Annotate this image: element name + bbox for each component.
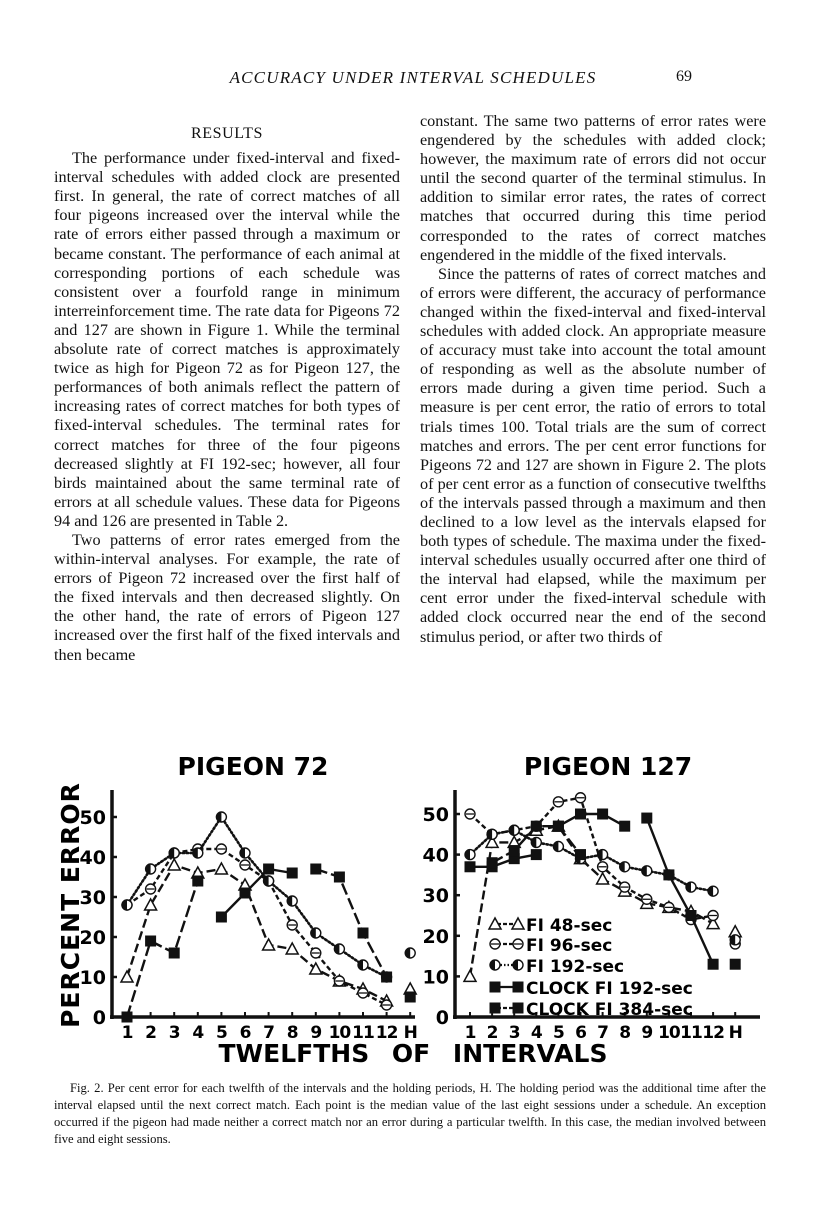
x-tick-label: 5 [552, 1023, 564, 1043]
square-marker [686, 910, 697, 921]
chart-pigeon-72 [80, 752, 417, 1043]
figure-caption [54, 1080, 766, 1148]
square-marker [513, 982, 524, 993]
paragraph: Two patterns of error rates emerged from the within-interval analyses. For example, the rate of errors of Pigeon 72 increased over the first half of the fixed intervals and then decreased slightly. On the other hand, the rate of errors of Pigeon 127 increased over the first half of the fixed intervals and then became [54, 530, 400, 664]
left-column [54, 100, 400, 665]
x-tick-label: 1 [464, 1023, 476, 1043]
y-tick-label: 20 [422, 925, 449, 948]
square-marker [663, 869, 674, 880]
series-fi-192-sec [122, 812, 415, 982]
legend-label: FI 48-sec [526, 916, 613, 936]
y-tick-label: 50 [79, 807, 106, 829]
page-number: 69 [676, 68, 692, 85]
square-marker [192, 876, 203, 887]
square-marker [575, 809, 586, 820]
section-heading: RESULTS [190, 125, 264, 142]
x-tick-label: 1 [121, 1023, 133, 1043]
running-head [0, 68, 816, 92]
figure-chart [0, 740, 816, 1070]
x-tick-label: 6 [575, 1023, 586, 1043]
x-tick-label: 7 [597, 1023, 609, 1043]
square-marker [513, 1003, 524, 1014]
x-tick-label: 8 [286, 1023, 298, 1043]
x-tick-label: 11 [680, 1023, 702, 1043]
x-tick-label: 10 [328, 1023, 351, 1043]
paragraph: constant. The same two patterns of error rates were engendered by the schedules with added clock; however, the maximum rate of errors did not occur until the second quarter of the terminal stimulus. In addition to similar error rates, the rates of correct matches that occurred during this time period corresponded to the rates of correct matches engendered in the middle of the fixed intervals. [420, 112, 766, 264]
square-marker [487, 857, 498, 868]
triangle-marker [512, 918, 524, 929]
x-tick-label: 11 [352, 1023, 374, 1043]
square-marker [381, 972, 392, 983]
legend-label: FI 96-sec [526, 936, 613, 956]
x-tick-label: 12 [702, 1023, 724, 1043]
square-marker [358, 928, 369, 939]
chart-title: PIGEON 72 [177, 752, 329, 781]
x-tick-label: H [403, 1023, 417, 1043]
y-tick-label: 30 [422, 885, 449, 908]
triangle-marker [145, 899, 157, 910]
y-tick-label: 40 [79, 847, 106, 869]
x-tick-label: 12 [375, 1023, 398, 1043]
paragraph: The performance under fixed-interval and fixed-interval schedules with added clock are presented first. In general, the rate of correct matches of all four pigeons increased over the interval while the rate of errors either passed through a maximum or became constant. The performance of each animal at corresponding portions of each schedule was consistent over a fourfold range in minimum interreinforcement time. The rate data for Pigeons 72 and 127 are shown in Figure 1. While the terminal absolute rate of correct matches is approximately twice as high for Pigeon 72 as for Pigeon 127, the performances of both animals reflect the pattern of increasing rates of correct matches for both types of fixed-interval schedules. The terminal rates for correct matches for three of the four pigeons decreased slightly at FI 192-sec; however, all four birds maintained about the same terminal rate of errors at all schedule values. These data for Pigeons 94 and 126 are presented in Table 2. [54, 149, 400, 530]
y-tick-label: 0 [92, 1007, 106, 1029]
x-tick-label: 8 [619, 1023, 631, 1043]
y-tick-label: 50 [422, 804, 449, 826]
y-tick-label: 10 [422, 966, 449, 989]
square-marker [553, 821, 564, 832]
legend-item [490, 936, 612, 956]
legend-label: CLOCK FI 384-sec [526, 1000, 693, 1020]
x-tick-label: 4 [192, 1023, 204, 1043]
square-marker [531, 821, 542, 832]
square-marker [730, 959, 741, 970]
square-marker [287, 868, 298, 879]
right-column [420, 112, 766, 647]
square-marker [490, 1003, 501, 1014]
square-marker [619, 821, 630, 832]
figure-2 [0, 740, 816, 1070]
x-tick-label: 9 [310, 1023, 322, 1043]
square-marker [641, 813, 652, 824]
square-marker [169, 948, 180, 959]
square-marker [263, 864, 274, 875]
square-marker [240, 888, 251, 899]
legend-item [490, 957, 624, 977]
square-marker [575, 849, 586, 860]
x-tick-label: 5 [215, 1023, 227, 1043]
y-tick-label: 40 [422, 844, 449, 867]
x-tick-label: 7 [263, 1023, 275, 1043]
x-tick-label: 4 [530, 1023, 542, 1043]
y-tick-label: 30 [79, 887, 106, 909]
square-marker [531, 849, 542, 860]
y-tick-label: 10 [79, 967, 106, 989]
legend-item [490, 979, 693, 999]
square-marker [509, 845, 520, 856]
triangle-marker [286, 943, 298, 954]
triangle-marker [121, 971, 133, 982]
caption-text: Fig. 2. Per cent error for each twelfth of the intervals and the holding periods, H. The holding period was the additional time after the interval elapsed until the next correct match. Each point is the median value of the last eight sessions under a schedule. An exception occurred if the pigeon had made neither a correct match nor an error during a particular twelfth. In this case, the median involved between five and eight sessions. [54, 1081, 766, 1146]
x-tick-label: 3 [508, 1023, 520, 1043]
paragraph: Since the patterns of rates of correct matches and of errors were different, the accuracy of performance changed within the fixed-interval and fixed-interval schedules with added clock. An appropriate measure of accuracy must take into account the total amount of responding as well as the absolute number of errors made during a given time period. Such a measure is per cent error, the ratio of errors to total trials times 100. Total trials are the sum of correct matches and errors. The per cent error functions for Pigeons 72 and 127 are shown in Figure 2. The plots of per cent error as a function of consecutive twelfths of the intervals passed through a maximum and then declined to a low level as the intervals elapsed for both types of schedule. The maxima under the fixed-interval schedules usually occurred after one third of the interval had elapsed, while the maximum per cent error under the fixed-interval schedule with added clock occurred near the end of the second stimulus period, or after two thirds of [420, 264, 766, 646]
x-tick-label: 10 [658, 1023, 680, 1043]
square-marker [597, 809, 608, 820]
x-tick-label: 3 [168, 1023, 180, 1043]
x-tick-label: 9 [641, 1023, 653, 1043]
chart-legend [489, 916, 693, 1020]
x-tick-label: 2 [486, 1023, 498, 1043]
x-tick-label: 2 [145, 1023, 157, 1043]
chart-title: PIGEON 127 [523, 752, 693, 781]
triangle-marker [168, 859, 180, 870]
y-tick-label: 20 [79, 927, 106, 949]
x-axis-label: TWELFTHS OF INTERVALS [218, 1039, 608, 1068]
square-marker [145, 936, 156, 947]
square-marker [334, 872, 345, 883]
square-marker [465, 861, 476, 872]
square-marker [405, 992, 416, 1003]
square-marker [310, 864, 321, 875]
running-title: ACCURACY UNDER INTERVAL SCHEDULES [229, 68, 597, 87]
square-marker [708, 959, 719, 970]
legend-label: FI 192-sec [526, 957, 625, 977]
y-tick-label: 0 [435, 1007, 449, 1029]
x-tick-label: 6 [239, 1023, 251, 1043]
triangle-marker [464, 970, 476, 981]
y-axis-label: PERCENT ERROR [56, 782, 85, 1028]
square-marker [490, 982, 501, 993]
legend-item [489, 916, 612, 936]
x-tick-label: H [728, 1023, 742, 1043]
legend-label: CLOCK FI 192-sec [526, 979, 693, 999]
square-marker [122, 1012, 133, 1023]
square-marker [216, 912, 227, 923]
triangle-marker [215, 863, 227, 874]
